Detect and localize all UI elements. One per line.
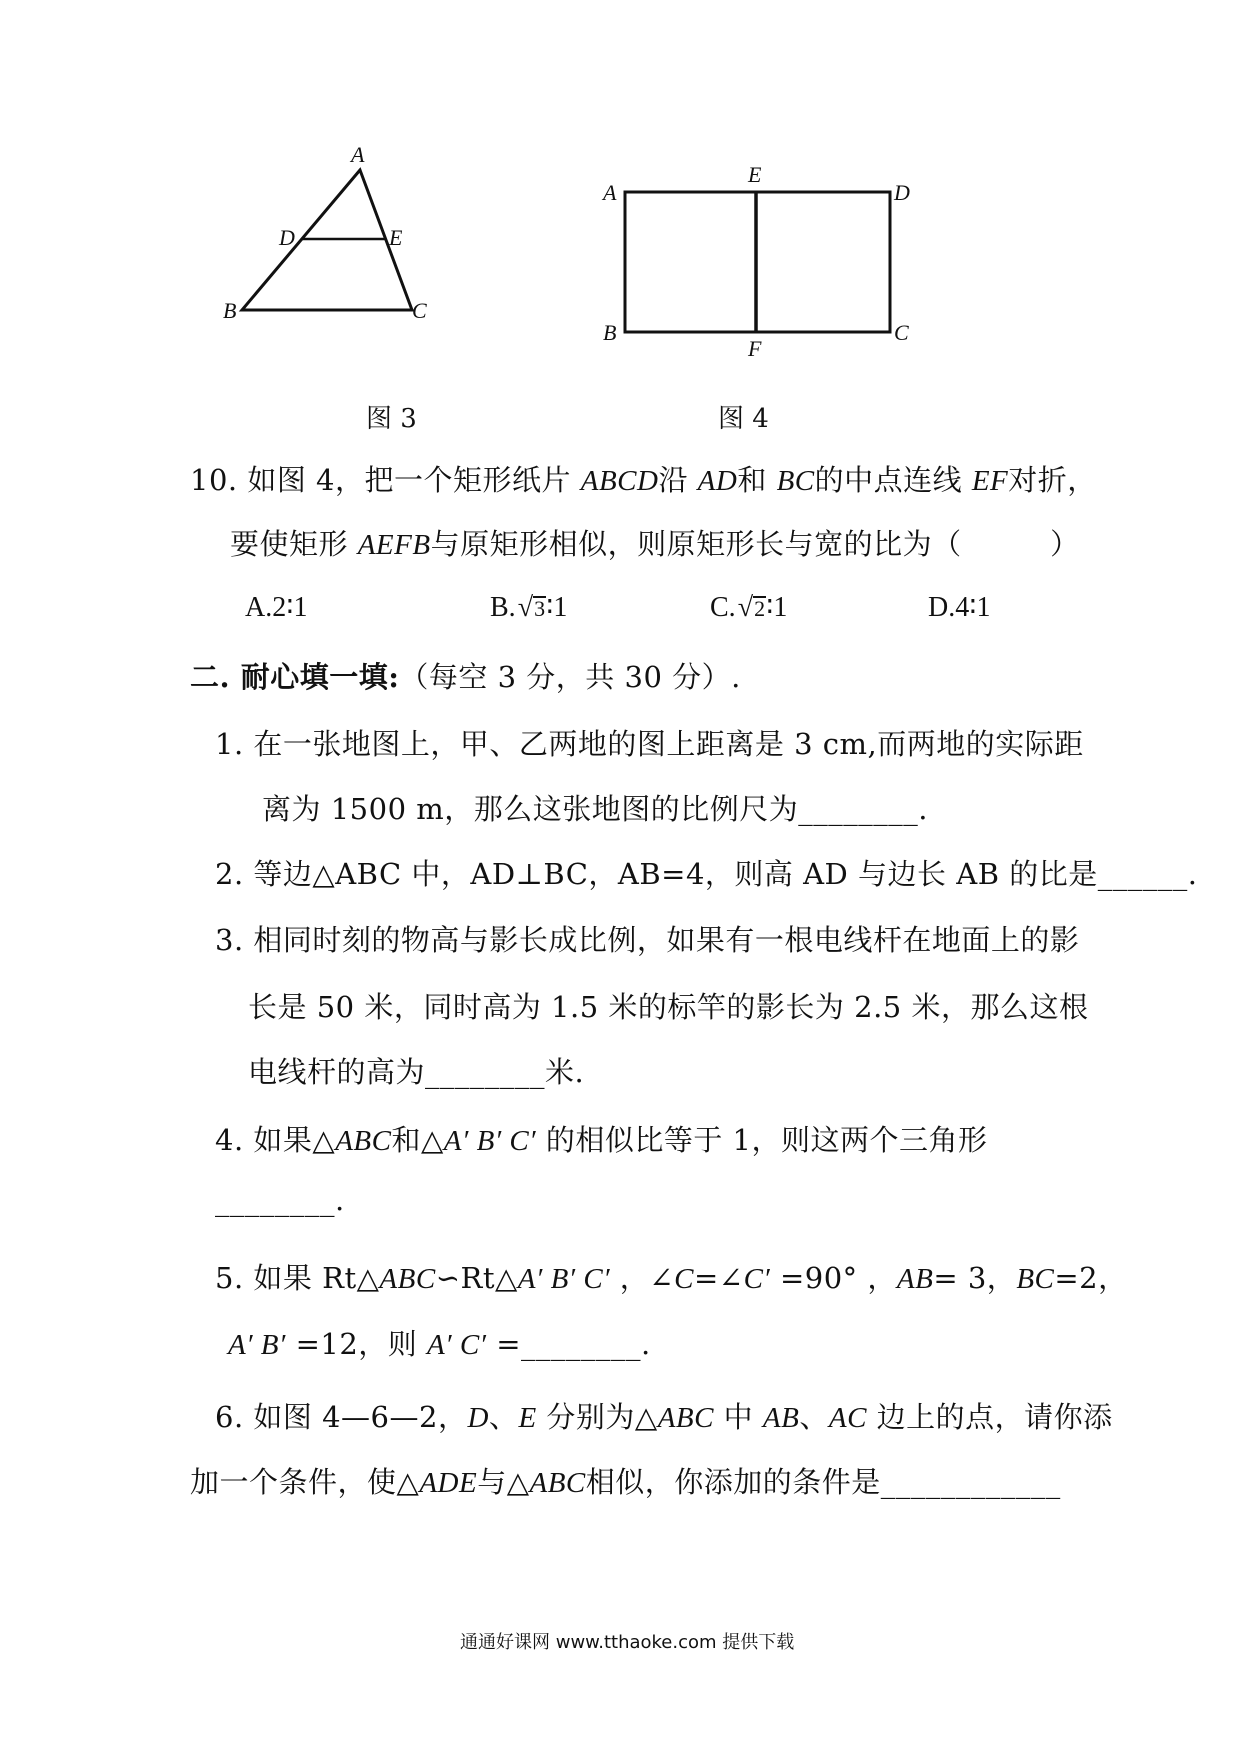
problem-4-line-1: 4. 如果△ABC和△A′ B′ C′ 的相似比等于 1，则这两个三角形	[215, 1123, 988, 1157]
label-a: A	[603, 180, 617, 205]
problem-2-line-1: 2. 等边△ABC 中，AD⊥BC，AB=4，则高 AD 与边长 AB 的比是______.	[215, 857, 1198, 891]
problem-6-line-2: 加一个条件，使△ADE与△ABC相似，你添加的条件是____________	[190, 1465, 1061, 1499]
label-c: C	[412, 298, 427, 323]
problem-5-line-2: A′ B′ =12，则 A′ C′ =________.	[228, 1327, 651, 1361]
option-d[interactable]: D.4∶1	[928, 592, 991, 623]
label-d: D	[279, 225, 295, 250]
problem-3-line-1: 3. 相同时刻的物高与影长成比例，如果有一根电线杆在地面上的影	[215, 923, 1080, 957]
label-c: C	[894, 320, 909, 345]
problem-3-line-2: 长是 50 米，同时高为 1.5 米的标竿的影长为 2.5 米，那么这根	[248, 990, 1089, 1024]
problem-1-line-2: 离为 1500 m，那么这张地图的比例尺为________.	[262, 792, 928, 826]
label-d: D	[894, 180, 910, 205]
problem-5-line-1: 5. 如果 Rt△ABC∽Rt△A′ B′ C′ ，∠C=∠C′ =90° ，AB= 3，BC=2，	[215, 1261, 1128, 1295]
sqrt-symbol: √2	[737, 592, 766, 623]
label-f: F	[748, 336, 762, 360]
option-a[interactable]: A.2∶1	[245, 592, 308, 623]
figure-3-caption: 图 3	[366, 404, 417, 434]
problem-6-line-1: 6. 如图 4—6—2，D、E 分别为△ABC 中 AB、AC 边上的点，请你添	[215, 1400, 1113, 1434]
section-2-heading: 二. 耐心填一填:（每空 3 分，共 30 分）.	[190, 660, 741, 694]
label-a: A	[351, 142, 365, 167]
sqrt-symbol: √3	[517, 592, 546, 623]
option-b[interactable]: B.√3∶1	[490, 592, 568, 623]
figure-4-caption: 图 4	[718, 404, 769, 434]
figure-3-triangle	[215, 140, 445, 340]
question-10-line-2: 要使矩形 AEFB与原矩形相似，则原矩形长与宽的比为（ ）	[230, 527, 1080, 561]
question-10-line-1: 10. 如图 4，把一个矩形纸片 ABCD沿 AD和 BC的中点连线 EF对折，	[190, 463, 1097, 497]
problem-4-line-2: ________.	[215, 1183, 345, 1217]
problem-3-line-3: 电线杆的高为________米.	[248, 1055, 585, 1089]
label-e: E	[748, 162, 762, 187]
problem-1-line-1: 1. 在一张地图上，甲、乙两地的图上距离是 3 cm,而两地的实际距	[215, 727, 1084, 761]
label-b: B	[603, 320, 617, 345]
option-c[interactable]: C.√2∶1	[710, 592, 788, 623]
page-footer: 通通好课网 www.tthaoke.com 提供下载	[460, 1632, 795, 1653]
label-e: E	[389, 225, 403, 250]
figure-4-rectangle	[595, 160, 925, 360]
label-b: B	[223, 298, 237, 323]
